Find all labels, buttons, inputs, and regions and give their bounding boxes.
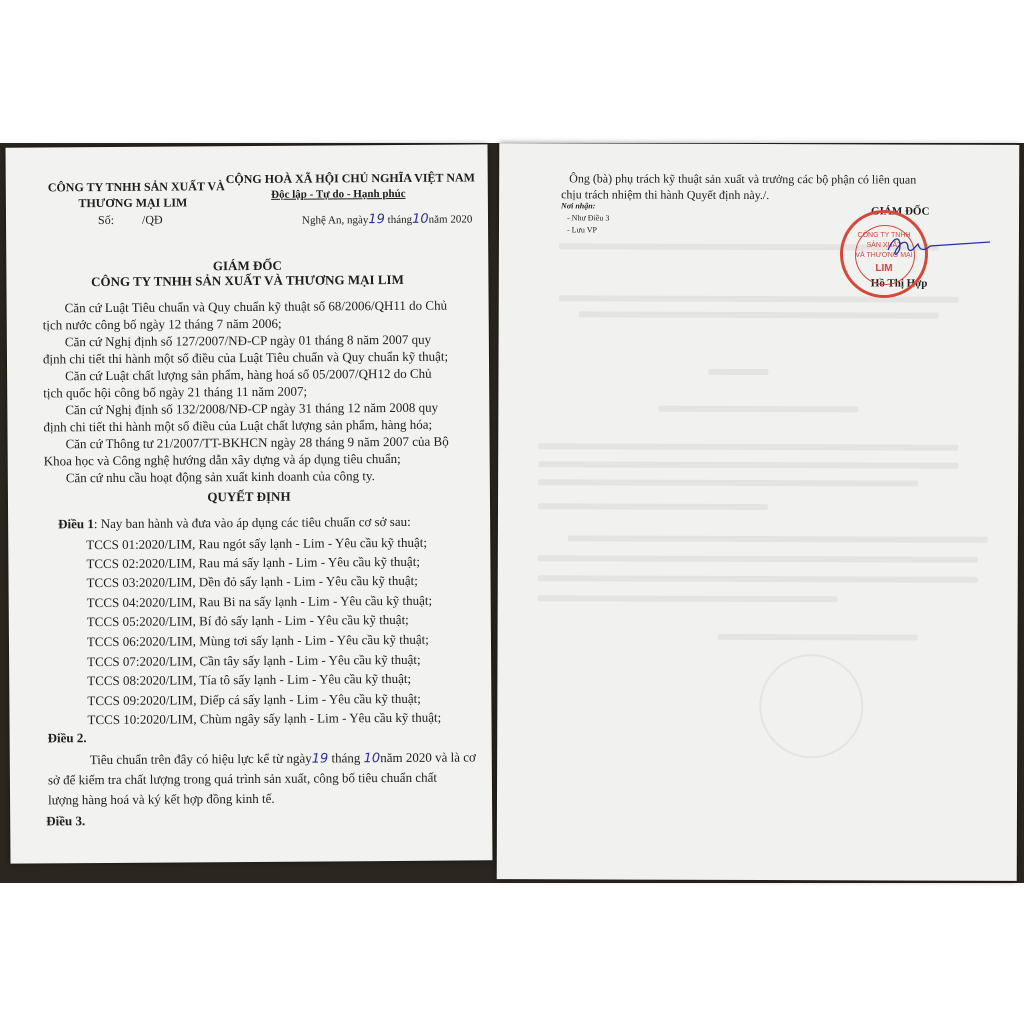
decision-heading: QUYẾT ĐỊNH [207, 488, 291, 505]
seal-text-line2: SẢN XUẤT [866, 242, 902, 249]
basis-line: Căn cứ Thông tư 21/2007/TT-BKHCN ngày 28 tháng 9 năm 2007 của Bộ [65, 433, 449, 452]
company-name-line2: THƯƠNG MẠI LIM [78, 195, 188, 211]
show-through-text [579, 311, 939, 318]
standard-item: TCCS 02:2020/LIM, Rau má sấy lạnh - Lim - Yêu cầu kỹ thuật; [86, 553, 420, 572]
title-company: CÔNG TY TNHH SẢN XUẤT VÀ THƯƠNG MẠI LIM [91, 271, 404, 290]
standard-item: TCCS 10:2020/LIM, Chùm ngây sấy lạnh - Lim - Yêu cầu kỹ thuật; [87, 709, 442, 728]
basis-line: Khoa học và Công nghệ hướng dẫn xây dựng và áp dụng tiêu chuẩn; [43, 450, 401, 469]
article-2-month-label: tháng [331, 750, 361, 766]
recipients-label: Nơi nhận: [561, 201, 596, 211]
nation-motto: Độc lập - Tự do - Hạnh phúc [271, 187, 406, 201]
company-name-line1: CÔNG TY TNHH SẢN XUẤT VÀ [47, 179, 225, 195]
basis-line: định chi tiết thi hành một số điều của Luật Tiêu chuẩn và Quy chuẩn kỹ thuật; [42, 348, 449, 367]
standard-item: TCCS 05:2020/LIM, Bí đỏ sấy lạnh - Lim - Yêu cầu kỹ thuật; [86, 611, 409, 630]
show-through-text [559, 295, 959, 302]
date-month-handwritten: 10 [412, 211, 429, 227]
show-through-text [538, 461, 958, 468]
show-through-text [538, 503, 768, 510]
doc-number-label: Số: [97, 212, 115, 228]
basis-line: Căn cứ Luật chất lượng sản phẩm, hàng hoá số 05/2007/QH12 do Chủ [65, 365, 432, 384]
article-1 [58, 514, 411, 532]
article-1-text: : Nay ban hành và đưa vào áp dụng các tiêu chuẩn cơ sở sau: [93, 513, 411, 532]
standard-item: TCCS 01:2020/LIM, Rau ngót sấy lạnh - Lim - Yêu cầu kỹ thuật; [86, 534, 428, 553]
seal-text-line1: CÔNG TY TNHH [857, 232, 911, 239]
seal-text-line4: LIM [875, 263, 893, 274]
closing-line2: chịu trách nhiệm thi hành Quyết định này./. [561, 187, 770, 203]
date-month-label: tháng [387, 213, 413, 227]
article-2-line3: lượng hàng hoá và ký kết hợp đồng kinh tế. [48, 790, 275, 808]
date-year: năm 2020 [428, 213, 473, 226]
title-director: GIÁM ĐỐC [212, 257, 282, 274]
standard-item: TCCS 07:2020/LIM, Cần tây sấy lạnh - Lim - Yêu cầu kỹ thuật; [87, 651, 421, 670]
show-through-text [538, 595, 838, 602]
show-through-text [708, 369, 768, 375]
document-page-1 [6, 144, 493, 863]
article-2-line1 [90, 749, 476, 768]
show-through-text [538, 575, 978, 583]
date-prefix: Nghệ An, ngày [301, 214, 369, 227]
basis-line: định chi tiết thi hành một số điều của Luật chất lượng sản phẩm, hàng hóa; [43, 416, 433, 435]
show-through-text [538, 443, 958, 450]
basis-line: Căn cứ Nghị định số 127/2007/NĐ-CP ngày 01 tháng 8 năm 2007 quy [64, 331, 432, 350]
recipient-item: - Lưu VP [566, 225, 597, 235]
date-day-handwritten: 19 [368, 212, 385, 228]
article-2-prefix: Tiêu chuẩn trên đây có hiệu lực kể từ ngày [89, 750, 312, 768]
show-through-text [718, 634, 918, 641]
signer-title: GIÁM ĐỐC [871, 205, 930, 218]
standard-item: TCCS 09:2020/LIM, Diếp cá sấy lạnh - Lim - Yêu cầu kỹ thuật; [87, 690, 421, 709]
article-2-month-handwritten: 10 [363, 751, 381, 767]
basis-line: Căn cứ Nghị định số 132/2008/NĐ-CP ngày 31 tháng 12 năm 2008 quy [65, 399, 439, 418]
standard-item: TCCS 06:2020/LIM, Mùng tơi sấy lạnh - Lim - Yêu cầu kỹ thuật; [86, 631, 429, 650]
article-3-label: Điều 3. [46, 813, 86, 829]
article-1-label: Điều 1 [58, 516, 94, 532]
standard-item: TCCS 08:2020/LIM, Tía tô sấy lạnh - Lim - Yêu cầu kỹ thuật; [87, 670, 412, 689]
nation-title: CỘNG HOÀ XÃ HỘI CHỦ NGHĨA VIỆT NAM [225, 170, 476, 187]
basis-line: tịch nước công bố ngày 12 tháng 7 năm 2006; [42, 315, 282, 333]
article-2-suffix: năm 2020 và là cơ [380, 749, 476, 766]
signer-name: Hồ Thị Hợp [870, 277, 928, 290]
show-through-stamp [759, 654, 863, 758]
article-2-label: Điều 2. [47, 730, 87, 746]
show-through-text [538, 555, 978, 563]
recipient-item: - Như Điều 3 [567, 213, 610, 223]
date-line [302, 211, 472, 227]
standard-item: TCCS 03:2020/LIM, Dền đỏ sấy lạnh - Lim - Yêu cầu kỹ thuật; [86, 572, 418, 591]
basis-line: Căn cứ Luật Tiêu chuẩn và Quy chuẩn kỹ thuật số 68/2006/QH11 do Chủ [64, 297, 448, 316]
basis-line: Căn cứ nhu cầu hoạt động sản xuất kinh doanh của công ty. [65, 468, 375, 486]
seal-text-line3: VÀ THƯƠNG MẠI [855, 252, 913, 259]
signature-icon [886, 228, 996, 268]
article-2-day-handwritten: 19 [311, 751, 329, 767]
basis-line: tịch quốc hội công bố ngày 21 tháng 11 năm 2007; [43, 383, 308, 401]
article-2-line2: sở để kiểm tra chất lượng trong quá trình sản xuất, công bố tiêu chuẩn chất [47, 769, 437, 788]
standard-item: TCCS 04:2020/LIM, Rau Bi na sấy lạnh - Lim - Yêu cầu kỹ thuật; [86, 592, 433, 611]
show-through-text [568, 535, 988, 542]
doc-number [98, 213, 163, 228]
show-through-text [658, 406, 858, 413]
show-through-text [538, 479, 918, 486]
closing-line1: Ông (bà) phụ trách kỹ thuật sản xuất và trưởng các bộ phận có liên quan [569, 171, 917, 187]
doc-number-suffix: /QĐ [141, 212, 163, 227]
